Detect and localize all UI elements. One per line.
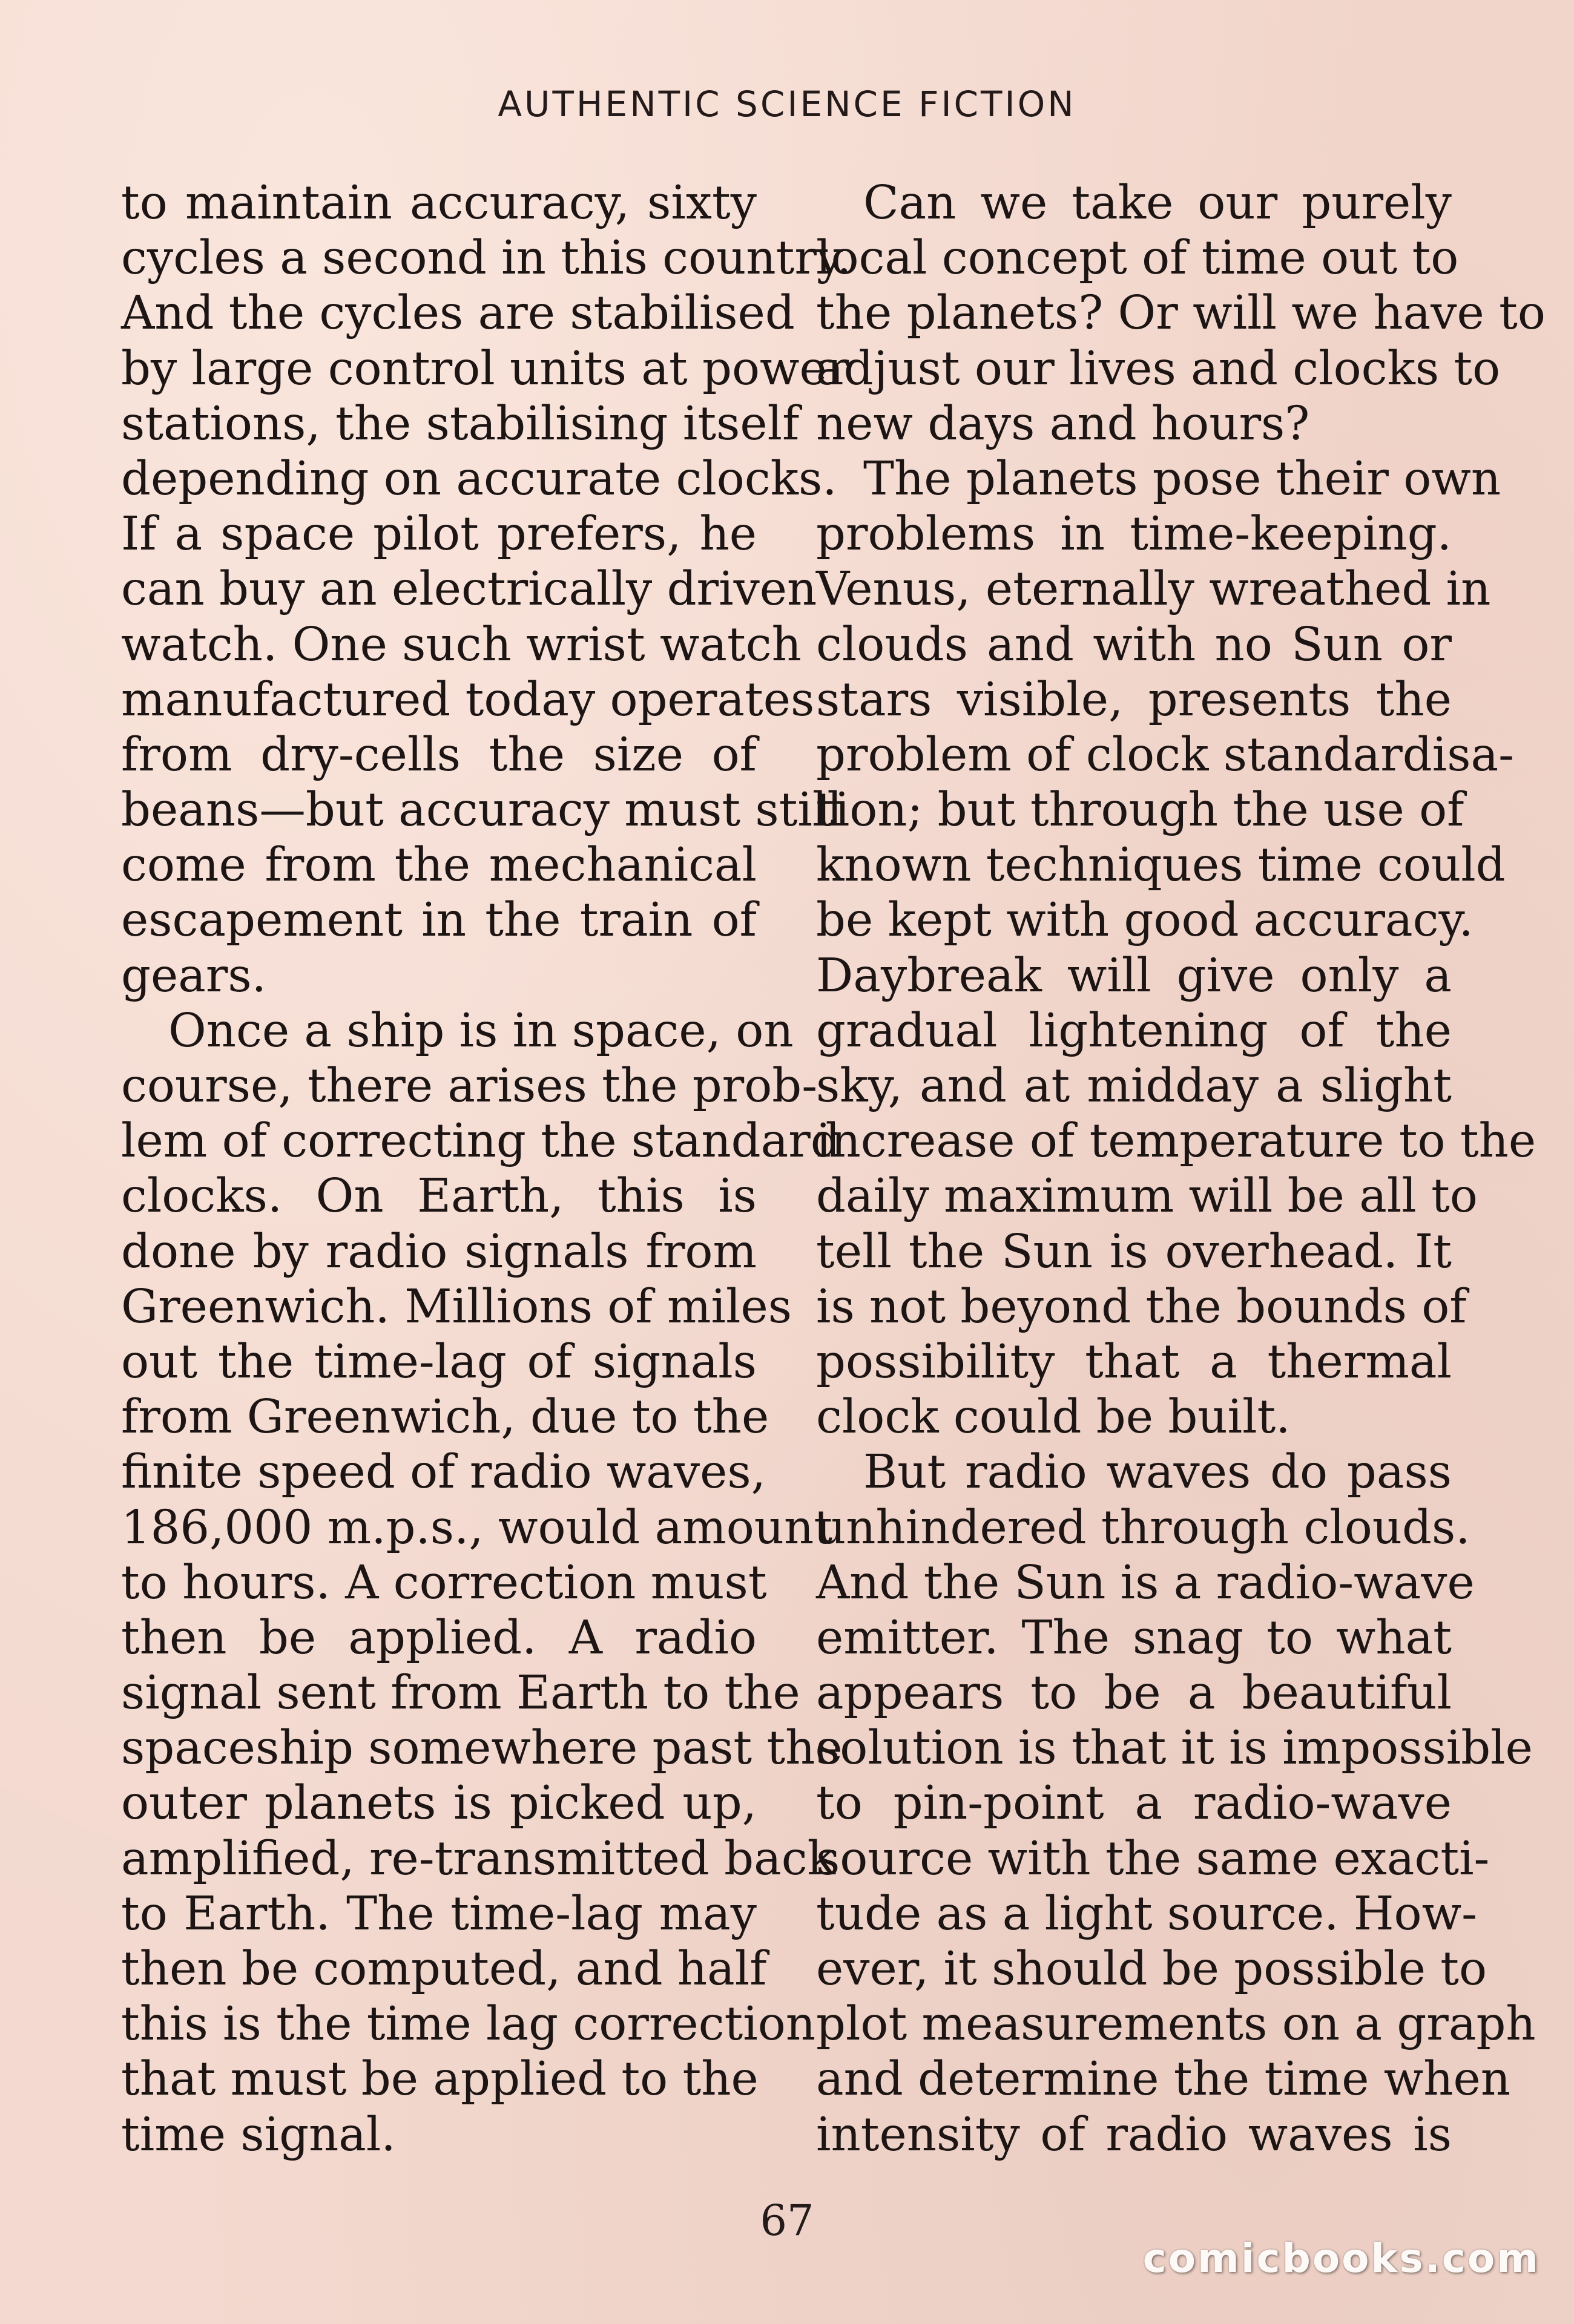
- text-line: unhindered through clouds.: [816, 1500, 1470, 1555]
- text-line: And the Sun is a radio-wave: [816, 1555, 1475, 1610]
- text-line: clock could be built.: [816, 1390, 1291, 1445]
- text-line: plot measurements on a graph: [816, 1997, 1536, 2052]
- text-line: Daybreak will give only a: [816, 948, 1452, 1003]
- text-line: spaceship somewhere past the: [121, 1721, 843, 1776]
- text-line: finite speed of radio waves,: [121, 1445, 766, 1500]
- right-text-column: [816, 176, 1546, 2162]
- watermark-logo: comicbooks.com: [1142, 2235, 1540, 2282]
- text-line: tell the Sun is overhead. It: [816, 1224, 1452, 1279]
- text-line: 186,000 m.p.s., would amount: [121, 1500, 833, 1555]
- text-line: outer planets is picked up,: [121, 1776, 757, 1831]
- running-head: AUTHENTIC SCIENCE FICTION: [498, 84, 1076, 125]
- text-line: daily maximum will be all to: [816, 1169, 1478, 1224]
- text-line: by large control units at power: [121, 341, 849, 396]
- text-line: tude as a light source. How-: [816, 1886, 1477, 1941]
- text-line: time signal.: [121, 2107, 396, 2162]
- text-line: source with the same exacti-: [816, 1831, 1490, 1886]
- left-text-column: [121, 176, 852, 2162]
- text-line: this is the time lag correction: [121, 1997, 816, 2052]
- text-line: watch. One such wrist watch: [121, 617, 802, 672]
- text-line: can buy an electrically driven: [121, 562, 817, 617]
- text-line: from dry-cells the size of: [121, 727, 757, 782]
- text-line: stars visible, presents the: [816, 672, 1452, 727]
- text-line: lem of correcting the standard: [121, 1114, 840, 1169]
- text-line: come from the mechanical: [121, 838, 757, 893]
- text-line: adjust our lives and clocks to: [816, 341, 1501, 396]
- text-line: done by radio signals from: [121, 1224, 757, 1279]
- text-line: known techniques time could: [816, 838, 1506, 893]
- text-line: depending on accurate clocks.: [121, 451, 837, 506]
- text-line: manufactured today operates: [121, 672, 815, 727]
- text-line: And the cycles are stabilised: [121, 286, 795, 341]
- text-line: emitter. The snag to what: [816, 1610, 1452, 1665]
- text-line: new days and hours?: [816, 396, 1310, 451]
- text-line: be kept with good accuracy.: [816, 893, 1474, 948]
- page-number: 67: [760, 2196, 814, 2245]
- text-line: to pin-point a radio-wave: [816, 1776, 1452, 1831]
- text-line: Can we take our purely: [863, 176, 1452, 230]
- text-line: that must be applied to the: [121, 2052, 759, 2107]
- text-line: escapement in the train of: [121, 893, 757, 948]
- text-line: Greenwich. Millions of miles: [121, 1279, 792, 1334]
- text-line: possibility that a thermal: [816, 1334, 1452, 1389]
- text-line: But radio waves do pass: [863, 1445, 1452, 1500]
- text-line: and determine the time when: [816, 2052, 1511, 2107]
- text-line: sky, and at midday a slight: [816, 1059, 1452, 1113]
- text-line: The planets pose their own: [863, 451, 1501, 506]
- text-line: ever, it should be possible to: [816, 1942, 1487, 1996]
- text-line: the planets? Or will we have to: [816, 286, 1546, 341]
- text-line: is not beyond the bounds of: [816, 1279, 1467, 1334]
- text-line: If a space pilot prefers, he: [121, 507, 757, 562]
- text-line: stations, the stabilising itself: [121, 396, 800, 451]
- text-line: clocks. On Earth, this is: [121, 1169, 757, 1224]
- text-line: Venus, eternally wreathed in: [816, 562, 1491, 617]
- text-line: to Earth. The time-lag may: [121, 1886, 757, 1941]
- text-line: problems in time-keeping.: [816, 507, 1452, 562]
- text-line: cycles a second in this country.: [121, 231, 852, 286]
- text-line: out the time-lag of signals: [121, 1334, 757, 1389]
- text-line: beans—but accuracy must still: [121, 783, 842, 838]
- text-line: tion; but through the use of: [816, 783, 1464, 838]
- text-line: then be computed, and half: [121, 1942, 767, 1996]
- text-line: course, there arises the prob-: [121, 1059, 818, 1113]
- text-line: increase of temperature to the: [816, 1114, 1536, 1169]
- text-line: local concept of time out to: [816, 231, 1459, 286]
- text-line: to maintain accuracy, sixty: [121, 176, 757, 230]
- text-line: problem of clock standardisa-: [816, 727, 1514, 782]
- text-line: gradual lightening of the: [816, 1003, 1452, 1058]
- text-line: from Greenwich, due to the: [121, 1390, 769, 1445]
- text-line: intensity of radio waves is: [816, 2107, 1452, 2162]
- text-line: signal sent from Earth to the: [121, 1666, 800, 1721]
- text-line: gears.: [121, 948, 266, 1003]
- text-line: then be applied. A radio: [121, 1610, 757, 1665]
- text-line: to hours. A correction must: [121, 1555, 767, 1610]
- text-line: solution is that it is impossible: [816, 1721, 1533, 1776]
- text-line: amplified, re-transmitted back: [121, 1831, 835, 1886]
- text-line: appears to be a beautiful: [816, 1666, 1452, 1721]
- text-line: Once a ship is in space, on: [168, 1003, 794, 1058]
- text-line: clouds and with no Sun or: [816, 617, 1452, 672]
